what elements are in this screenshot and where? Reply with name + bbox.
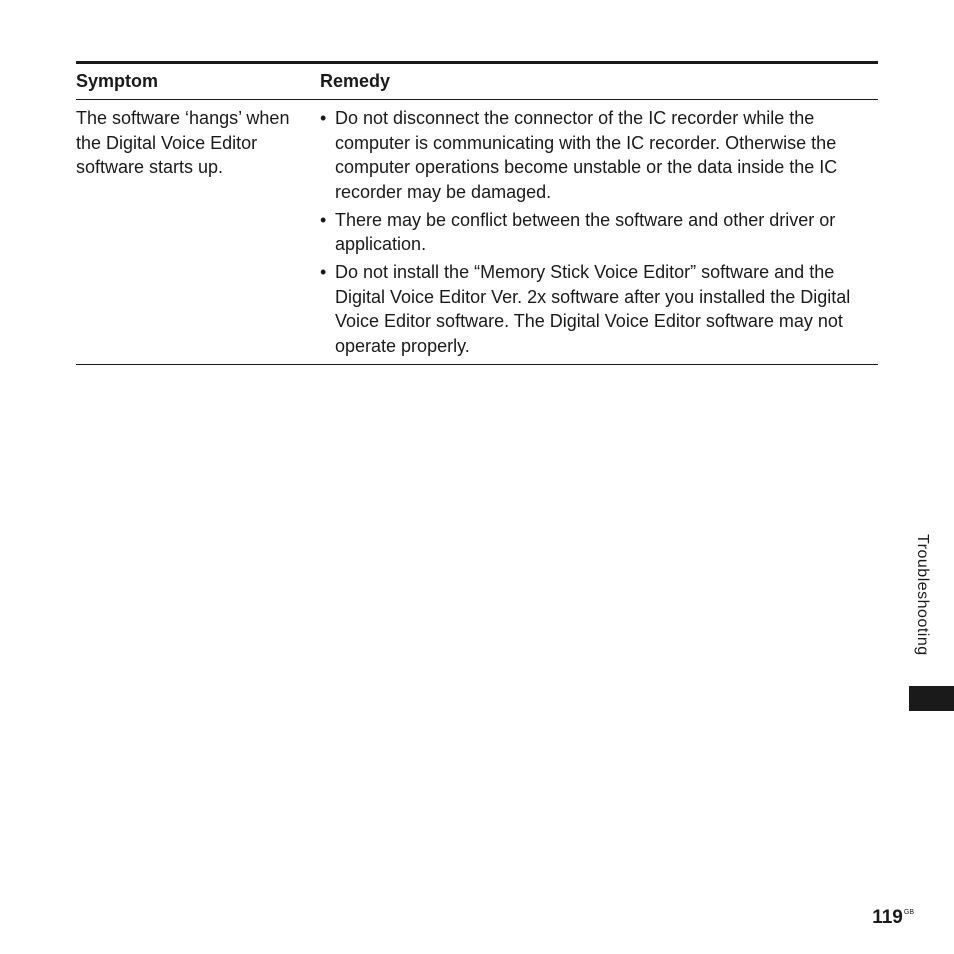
page-number-value: 119 bbox=[872, 907, 903, 928]
remedy-text: There may be conflict between the software and other driver or application. bbox=[335, 209, 836, 254]
troubleshooting-table bbox=[76, 61, 878, 365]
table-row bbox=[76, 100, 878, 364]
remedy-text: Do not install the “Memory Stick Voice Editor” software and the Digital Voice Editor Ver. 2x software after you installed the Digital Voice Editor software. The Digital Voice Editor software may not operate properly. bbox=[335, 262, 851, 356]
remedy-list-item bbox=[320, 106, 878, 204]
symptom-cell: The software ‘hangs’ when the Digital Voice Editor software starts up. bbox=[76, 108, 290, 177]
section-tab-label: Troubleshooting bbox=[914, 534, 931, 656]
remedy-text: Do not disconnect the connector of the IC recorder while the computer is communicating with the IC recorder. Otherwise the computer operations become unstable or the data inside the IC recorder may be damaged. bbox=[335, 108, 838, 202]
bullet-icon: • bbox=[320, 262, 327, 282]
remedy-column-header: Remedy bbox=[320, 71, 391, 91]
section-tab-marker bbox=[909, 686, 954, 711]
remedy-list-item bbox=[320, 208, 878, 257]
page-number bbox=[872, 907, 914, 929]
bullet-icon: • bbox=[320, 209, 327, 230]
remedy-list-item bbox=[320, 260, 878, 358]
page-number-suffix: GB bbox=[903, 909, 914, 916]
remedy-cell bbox=[320, 106, 878, 358]
bullet-icon: • bbox=[320, 108, 327, 128]
symptom-column-header: Symptom bbox=[76, 71, 159, 91]
table-header-row bbox=[76, 64, 878, 100]
remedy-list bbox=[320, 106, 878, 358]
